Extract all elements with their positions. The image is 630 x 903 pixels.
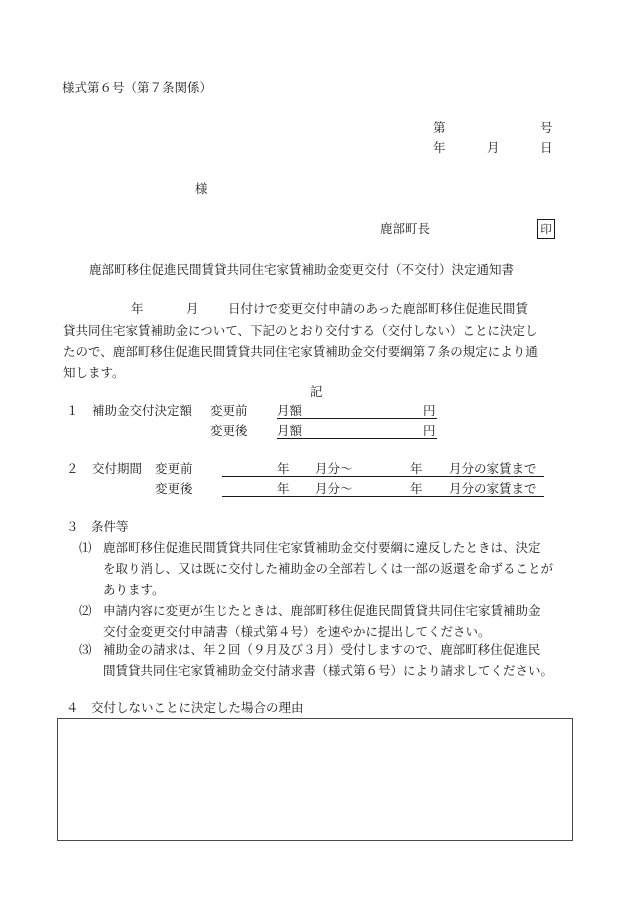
- condition-1-line-3: あります。: [103, 582, 165, 597]
- item4-heading: ４ 交付しないことに決定した場合の理由: [66, 700, 304, 715]
- document-number-dai: 第: [433, 120, 446, 135]
- body-date-month: 月: [186, 301, 199, 316]
- item1-before-monthly: 月額: [277, 403, 303, 418]
- condition-1-line-2: を取り消し、又は既に交付した補助金の全部若しくは一部の返還を命ずることが: [103, 561, 554, 576]
- ki-heading: 記: [310, 384, 323, 399]
- item2-before-end-month: 月分の家賃まで: [449, 461, 537, 476]
- item1-after-yen: 円: [423, 423, 436, 438]
- body-line-4: 知します。: [63, 365, 125, 380]
- condition-2-line-1: 申請内容に変更が生じたときは、鹿部町移住促進民間賃貸共同住宅家賃補助金: [103, 603, 541, 618]
- item2-after-start-month: 月分～: [315, 481, 353, 496]
- item2-after-end-month: 月分の家賃まで: [449, 481, 537, 496]
- condition-3-line-1: 補助金の請求は、年２回（９月及び３月）受付しますので、鹿部町移住促進民: [103, 642, 541, 657]
- item2-label: 交付期間: [92, 461, 143, 476]
- body-date-year: 年: [131, 301, 144, 316]
- item2-after-label: 変更後: [155, 481, 193, 496]
- item2-number: ２: [66, 461, 79, 476]
- condition-1-number: ⑴: [79, 540, 92, 555]
- item1-label: 補助金交付決定額: [92, 403, 193, 418]
- condition-2-number: ⑵: [79, 603, 92, 618]
- seal-mark: 印: [537, 219, 555, 239]
- condition-3-number: ⑶: [79, 642, 92, 657]
- date-year: 年: [433, 140, 446, 155]
- item2-before-start-year: 年: [277, 461, 290, 476]
- item2-after-start-year: 年: [277, 481, 290, 496]
- item1-before-yen: 円: [423, 403, 436, 418]
- issuer-title: 鹿部町長: [380, 221, 431, 236]
- item1-after-amount-line: [277, 438, 437, 439]
- body-line-1: 日付けで変更交付申請のあった鹿部町移住促進民間賃: [228, 301, 528, 316]
- condition-1-line-1: 鹿部町移住促進民間賃貸共同住宅家賃補助金交付要綱に違反したときは、決定: [103, 540, 541, 555]
- item1-number: １: [66, 403, 79, 418]
- date-day: 日: [540, 140, 553, 155]
- item1-before-amount-line: [277, 418, 437, 419]
- document-number-go: 号: [540, 120, 553, 135]
- item2-before-label: 変更前: [155, 461, 193, 476]
- body-line-2: 貸共同住宅家賃補助金について、下記のとおり交付する（交付しない）ことに決定し: [63, 323, 538, 338]
- item2-before-period-line: [222, 476, 544, 477]
- condition-3-line-2: 間賃貸共同住宅家賃補助金交付請求書（様式第６号）により請求してください。: [103, 663, 554, 678]
- addressee-sama: 様: [195, 181, 208, 196]
- document-title: 鹿部町移住促進民間賃貸共同住宅家賃補助金変更交付（不交付）決定通知書: [89, 262, 515, 277]
- body-line-3: たので、鹿部町移住促進民間賃貸共同住宅家賃補助金交付要綱第７条の規定により通: [63, 344, 538, 359]
- form-number: 様式第６号（第７条関係）: [62, 80, 213, 95]
- date-month: 月: [487, 140, 500, 155]
- item2-before-end-year: 年: [410, 461, 423, 476]
- item2-before-start-month: 月分～: [315, 461, 353, 476]
- item1-after-monthly: 月額: [277, 423, 303, 438]
- reason-box: [57, 718, 573, 841]
- item1-before-label: 変更前: [210, 403, 248, 418]
- item2-after-period-line: [222, 496, 544, 497]
- item1-after-label: 変更後: [210, 423, 248, 438]
- condition-2-line-2: 交付金変更交付申請書（様式第４号）を速やかに提出してください。: [103, 624, 491, 639]
- item3-heading: ３ 条件等: [66, 519, 129, 534]
- item2-after-end-year: 年: [410, 481, 423, 496]
